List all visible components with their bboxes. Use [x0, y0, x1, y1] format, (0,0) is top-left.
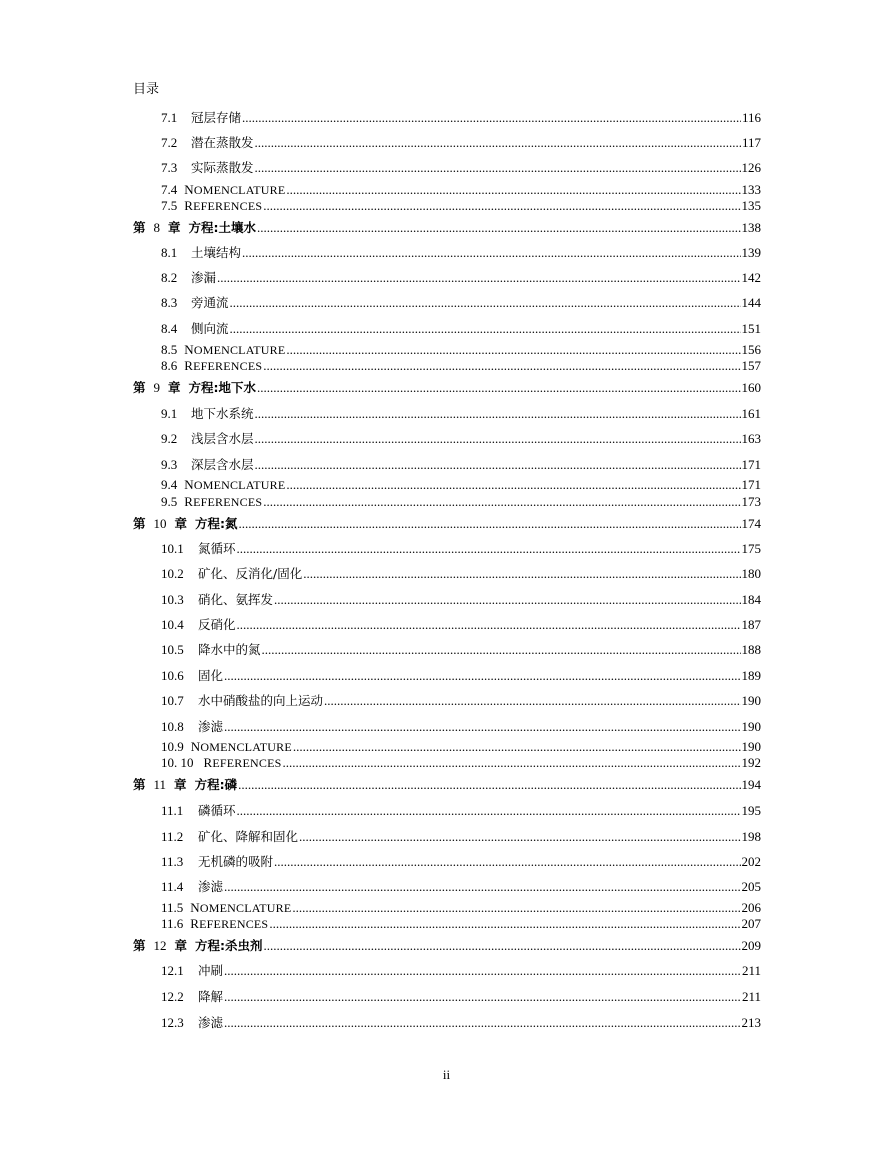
page-number-ref: 173 [741, 494, 761, 509]
chapter-suffix: 章 [168, 380, 181, 395]
section-number: 11.1 [161, 803, 184, 818]
entry-title: 降水中的氮 [198, 642, 261, 657]
dot-leader [286, 342, 740, 357]
chapter-number [133, 516, 187, 531]
entry-title: 水中硝酸盐的向上运动 [198, 693, 324, 708]
entry-title: 实际蒸散发 [191, 160, 254, 175]
page-number-ref: 198 [741, 829, 761, 844]
title-rest: EFERENCES [199, 917, 269, 931]
dot-leader [286, 182, 740, 197]
toc-chapter-entry[interactable] [133, 380, 761, 395]
section-number: 7.4 [161, 182, 178, 197]
section-number: 12.3 [161, 1015, 184, 1030]
dot-leader [257, 220, 740, 235]
toc-section-entry[interactable] [133, 541, 761, 556]
dot-leader [217, 270, 740, 285]
toc-section-entry[interactable] [133, 110, 761, 125]
toc-section-entry[interactable] [133, 829, 761, 844]
toc-section-entry[interactable] [133, 270, 761, 285]
chapter-number [133, 938, 187, 953]
dot-leader [255, 160, 741, 175]
section-number: 11.4 [161, 879, 184, 894]
page-number-ref: 174 [741, 516, 761, 531]
dot-leader [224, 668, 740, 683]
dot-leader [237, 541, 741, 556]
dot-leader [292, 900, 740, 915]
entry-title: 地下水系统 [191, 406, 254, 421]
page-number-ref: 163 [741, 431, 761, 446]
title-initial: N [184, 477, 194, 492]
title-initial: R [184, 198, 194, 213]
dot-leader [237, 803, 741, 818]
dot-leader [255, 135, 741, 150]
page-number-ref: 171 [741, 457, 761, 472]
chapter-number [133, 777, 187, 792]
dot-leader [263, 358, 740, 373]
entry-title [204, 755, 282, 771]
page-number-ref: 187 [741, 617, 761, 632]
page-number-ref: 133 [741, 182, 761, 197]
toc-section-entry[interactable] [133, 739, 761, 755]
section-number: 11.5 [161, 900, 184, 915]
entry-title: 硝化、氨挥发 [198, 592, 274, 607]
toc-section-entry[interactable] [133, 879, 761, 894]
toc-section-entry[interactable] [133, 668, 761, 683]
toc-section-entry[interactable] [133, 457, 761, 472]
entry-title: 渗滤 [198, 879, 224, 894]
section-number: 10.3 [161, 592, 184, 607]
section-number: 8.1 [161, 245, 178, 260]
title-rest: OMENCLATURE [200, 740, 292, 754]
page-number-ref: 144 [741, 295, 761, 310]
chapter-digit: 11 [153, 777, 167, 792]
page-number-ref: 142 [741, 270, 761, 285]
section-number: 7.3 [161, 160, 178, 175]
page-number-ref: 206 [741, 900, 761, 915]
page-number-ref: 175 [741, 541, 761, 556]
entry-title: 方程:磷 [194, 777, 238, 792]
entry-title: 方程:土壤水 [188, 220, 257, 235]
page-number-ref: 190 [741, 739, 761, 754]
page-number-ref: 209 [741, 938, 761, 953]
page-number-ref: 192 [741, 755, 761, 770]
section-number: 10.6 [161, 668, 184, 683]
entry-title: 方程:杀虫剂 [195, 938, 263, 953]
dot-leader [274, 854, 740, 869]
entry-title [191, 739, 292, 755]
toc-section-entry[interactable] [133, 803, 761, 818]
dot-leader [237, 617, 741, 632]
section-number: 10. 10 [161, 755, 194, 770]
toc-chapter-entry[interactable] [133, 220, 761, 235]
chapter-digit: 8 [153, 220, 161, 235]
title-initial: N [190, 900, 200, 915]
dot-leader [242, 245, 740, 260]
dot-leader [274, 592, 740, 607]
entry-title [184, 182, 285, 198]
dot-leader [224, 879, 740, 894]
section-number: 10.9 [161, 739, 184, 754]
dot-leader [269, 916, 740, 931]
toc-chapter-entry[interactable] [133, 777, 761, 792]
section-number: 10.5 [161, 642, 184, 657]
chapter-prefix: 第 [133, 220, 146, 235]
page-number-ref: 156 [741, 342, 761, 357]
page-number: ii [442, 1067, 451, 1082]
page-number-ref: 205 [741, 879, 761, 894]
entry-title: 降解 [198, 989, 224, 1004]
title-rest: OMENCLATURE [193, 183, 286, 197]
entry-title: 氮循环 [198, 541, 236, 556]
title-rest: OMENCLATURE [193, 343, 286, 357]
toc-section-entry[interactable] [133, 1015, 761, 1030]
page-number-ref: 190 [741, 719, 761, 734]
toc-section-entry[interactable] [133, 494, 761, 510]
page-number-ref: 189 [741, 668, 761, 683]
page-number-ref: 184 [741, 592, 761, 607]
section-number: 12.1 [161, 963, 184, 978]
dot-leader [262, 642, 741, 657]
toc-section-entry[interactable] [133, 431, 761, 446]
toc-section-entry[interactable] [133, 755, 761, 771]
section-number: 10.8 [161, 719, 184, 734]
dot-leader [293, 739, 741, 754]
chapter-prefix: 第 [133, 938, 146, 953]
dot-leader [230, 321, 741, 336]
section-number: 11.2 [161, 829, 184, 844]
title-initial: R [190, 916, 200, 931]
toc-chapter-entry[interactable] [133, 938, 761, 953]
chapter-prefix: 第 [133, 516, 146, 531]
chapter-number [133, 220, 181, 235]
dot-leader [257, 380, 740, 395]
page-number-ref: 207 [741, 916, 761, 931]
toc-section-entry[interactable] [133, 198, 761, 214]
toc-section-entry[interactable] [133, 358, 761, 374]
title-rest: EFERENCES [193, 495, 263, 509]
section-number: 11.3 [161, 854, 184, 869]
section-number: 7.5 [161, 198, 178, 213]
entry-title: 反硝化 [198, 617, 236, 632]
toc-section-entry[interactable] [133, 854, 761, 869]
section-number: 11.6 [161, 916, 184, 931]
entry-title: 深层含水层 [191, 457, 254, 472]
dot-leader [224, 989, 741, 1004]
section-number: 8.6 [161, 358, 178, 373]
title-initial: R [184, 358, 194, 373]
page-number-ref: 139 [741, 245, 761, 260]
entry-title: 侧向流 [191, 321, 229, 336]
section-number: 10.7 [161, 693, 184, 708]
toc-section-entry[interactable] [133, 592, 761, 607]
page-number-ref: 190 [741, 693, 761, 708]
toc-section-entry[interactable] [133, 989, 761, 1004]
title-rest: EFERENCES [212, 756, 282, 770]
title-initial: N [184, 342, 194, 357]
toc-section-entry[interactable] [133, 617, 761, 632]
chapter-digit: 10 [153, 516, 167, 531]
toc-section-entry[interactable] [133, 406, 761, 421]
section-number: 10.1 [161, 541, 184, 556]
page-number-ref: 194 [741, 777, 761, 792]
chapter-prefix: 第 [133, 380, 146, 395]
entry-title: 冲刷 [198, 963, 224, 978]
entry-title: 潜在蒸散发 [191, 135, 254, 150]
entry-title: 矿化、反消化/固化 [198, 566, 303, 581]
dot-leader [283, 755, 741, 770]
dot-leader [238, 777, 740, 792]
entry-title [184, 342, 285, 358]
toc-section-entry[interactable] [133, 321, 761, 336]
dot-leader [230, 295, 741, 310]
entry-title: 浅层含水层 [191, 431, 254, 446]
dot-leader [255, 457, 741, 472]
toc-section-entry[interactable] [133, 719, 761, 734]
title-rest: EFERENCES [193, 359, 263, 373]
dot-leader [255, 431, 741, 446]
toc-section-entry[interactable] [133, 135, 761, 150]
entry-title: 渗漏 [191, 270, 217, 285]
toc-section-entry[interactable] [133, 642, 761, 657]
entry-title [184, 358, 262, 374]
entry-title: 方程:地下水 [188, 380, 257, 395]
toc-section-entry[interactable] [133, 900, 761, 916]
section-number: 7.1 [161, 110, 178, 125]
chapter-number [133, 380, 181, 395]
dot-leader [263, 494, 740, 509]
entry-title [184, 198, 262, 214]
section-number: 9.3 [161, 457, 178, 472]
title-rest: EFERENCES [193, 199, 263, 213]
entry-title: 渗滤 [198, 1015, 224, 1030]
toc-section-entry[interactable] [133, 477, 761, 493]
page-number-ref: 171 [741, 477, 761, 492]
section-number: 8.5 [161, 342, 178, 357]
section-number: 10.4 [161, 617, 184, 632]
dot-leader [224, 1015, 740, 1030]
dot-leader [286, 477, 740, 492]
toc-section-entry[interactable] [133, 693, 761, 708]
dot-leader [242, 110, 741, 125]
entry-title: 固化 [198, 668, 224, 683]
dot-leader [303, 566, 740, 581]
dot-leader [224, 719, 740, 734]
page-header: 目录 [133, 82, 160, 97]
title-rest: OMENCLATURE [199, 901, 292, 915]
chapter-suffix: 章 [174, 516, 188, 531]
page-number-ref: 195 [741, 803, 761, 818]
dot-leader [224, 963, 741, 978]
title-initial: N [184, 182, 194, 197]
title-rest: OMENCLATURE [193, 478, 286, 492]
section-number: 7.2 [161, 135, 178, 150]
section-number: 9.1 [161, 406, 178, 421]
toc-section-entry[interactable] [133, 160, 761, 175]
entry-title: 冠层存储 [191, 110, 242, 125]
toc-section-entry[interactable] [133, 342, 761, 358]
chapter-suffix: 章 [174, 777, 187, 792]
entry-title: 无机磷的吸附 [198, 854, 274, 869]
entry-title: 土壤结构 [191, 245, 242, 260]
page-number-ref: 135 [741, 198, 761, 213]
dot-leader [264, 938, 741, 953]
dot-leader [263, 198, 740, 213]
page-number-ref: 180 [741, 566, 761, 581]
entry-title: 矿化、降解和固化 [198, 829, 299, 844]
chapter-digit: 12 [153, 938, 167, 953]
entry-title: 磷循环 [198, 803, 236, 818]
toc-chapter-entry[interactable] [133, 516, 761, 531]
chapter-suffix: 章 [174, 938, 188, 953]
toc-section-entry[interactable] [133, 295, 761, 310]
section-number: 10.2 [161, 566, 184, 581]
chapter-suffix: 章 [168, 220, 181, 235]
section-number: 8.4 [161, 321, 178, 336]
toc-section-entry[interactable] [133, 963, 761, 978]
dot-leader [324, 693, 740, 708]
page-number-ref: 211 [741, 963, 761, 978]
dot-leader [299, 829, 740, 844]
toc-section-entry[interactable] [133, 566, 761, 581]
title-initial: N [190, 739, 201, 754]
entry-title: 旁通流 [191, 295, 229, 310]
entry-title [184, 494, 262, 510]
page-number-ref: 202 [741, 854, 761, 869]
page-number-ref: 126 [741, 160, 761, 175]
page-number-ref: 157 [741, 358, 761, 373]
entry-title [184, 477, 285, 493]
entry-title [190, 916, 268, 932]
title-initial: R [184, 494, 194, 509]
page-number-ref: 151 [741, 321, 761, 336]
section-number: 9.5 [161, 494, 178, 509]
chapter-prefix: 第 [133, 777, 146, 792]
page-number-ref: 116 [741, 110, 761, 125]
section-number: 9.2 [161, 431, 178, 446]
toc-section-entry[interactable] [133, 916, 761, 932]
page-number-ref: 188 [741, 642, 761, 657]
dot-leader [255, 406, 741, 421]
entry-title [190, 900, 291, 916]
toc-section-entry[interactable] [133, 245, 761, 260]
entry-title: 方程:氮 [195, 516, 238, 531]
page-number-ref: 211 [741, 989, 761, 1004]
section-number: 12.2 [161, 989, 184, 1004]
section-number: 9.4 [161, 477, 178, 492]
section-number: 8.2 [161, 270, 178, 285]
page-number-ref: 138 [741, 220, 761, 235]
title-initial: R [203, 755, 213, 770]
page-number-ref: 161 [741, 406, 761, 421]
page-number-ref: 213 [741, 1015, 761, 1030]
chapter-digit: 9 [153, 380, 161, 395]
entry-title: 渗滤 [198, 719, 224, 734]
section-number: 8.3 [161, 295, 178, 310]
toc-section-entry[interactable] [133, 182, 761, 198]
page-number-ref: 117 [741, 135, 761, 150]
page-number-ref: 160 [741, 380, 761, 395]
dot-leader [239, 516, 741, 531]
